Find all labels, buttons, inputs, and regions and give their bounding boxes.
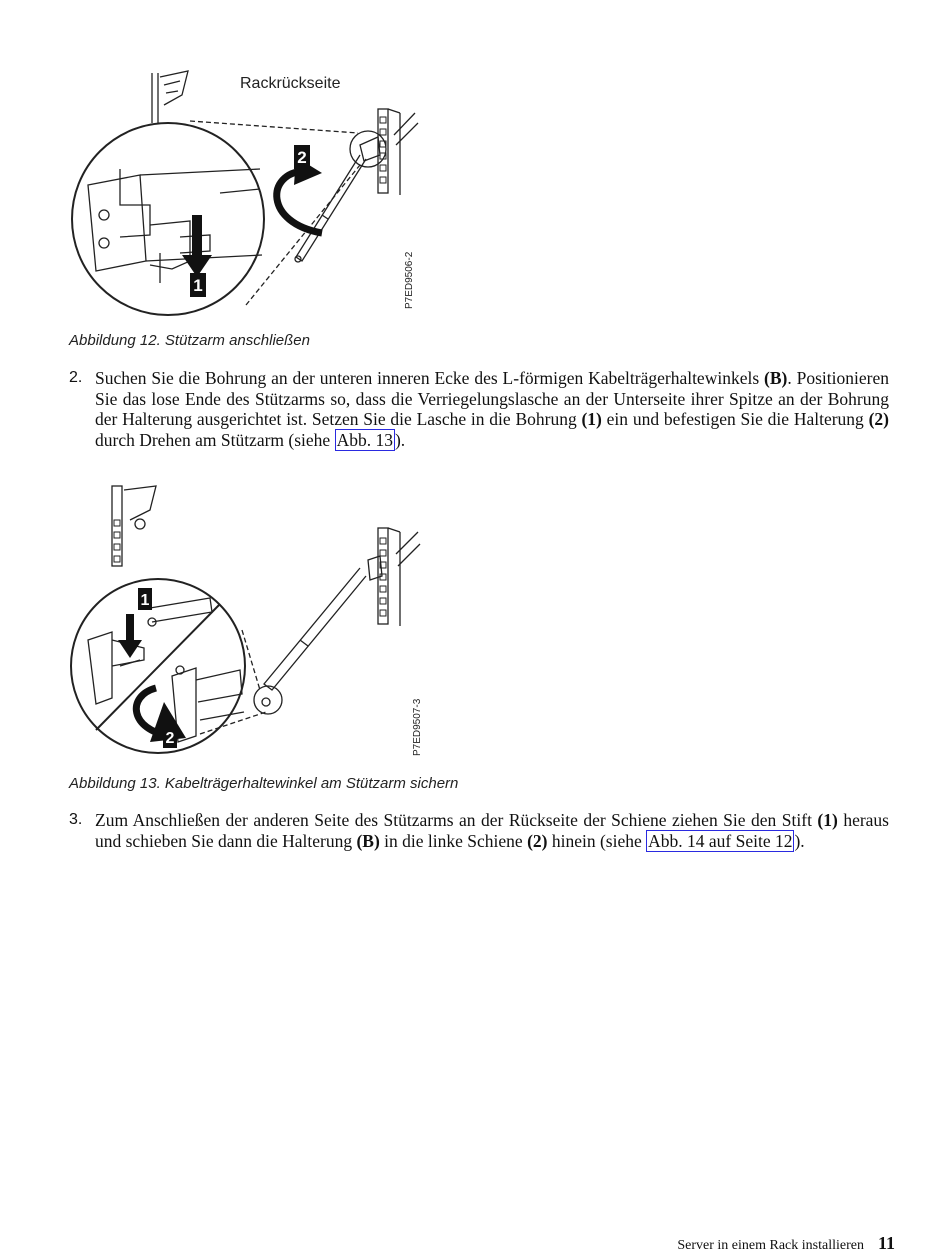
step-2: [69, 368, 889, 450]
figure-12-code: P7ED9506-2: [404, 251, 415, 309]
figure-12-rack-rear-label: Rackrückseite: [240, 75, 341, 92]
page-footer: [677, 1233, 895, 1254]
figure-12-illustration: [60, 65, 440, 325]
figure-13-caption: Abbildung 13. Kabelträgerhaltewinkel am Stützarm sichern: [69, 775, 459, 792]
step-3-text: Zum Anschließen der anderen Seite des Stützarms an der Rückseite der Schiene ziehen Sie den Stift (1) heraus und schieben Sie dann die Halterung (B) in die linke Schiene (2) hinein (siehe Abb. 14 auf Seite 12 ).: [95, 810, 889, 851]
figure-13-callout-1: 1: [140, 592, 150, 609]
figure-12-caption: Abbildung 12. Stützarm anschließen: [69, 332, 310, 349]
step-2-text: Suchen Sie die Bohrung an der unteren inneren Ecke des L-förmigen Kabelträgerhaltewinkels (B). Positionieren Sie das lose Ende des Stützarms so, dass die Verriegelungslasche an der Unterseite ihrer Spitze an der Bohrung der Halterung ausgerichtet ist. Setzen Sie die Lasche in die Bohrung (1) ein und befestigen Sie die Halterung (2) durch Drehen am Stützarm (siehe Abb. 13 ).: [95, 368, 889, 450]
figure-13-code: P7ED9507-3: [412, 698, 423, 756]
figure-13-illustration: [60, 480, 440, 765]
step-2-number: 2.: [69, 369, 83, 386]
figure-13-link[interactable]: Abb. 13: [336, 429, 393, 450]
figure-12-callout-1: 1: [193, 276, 203, 295]
footer-title: Server in einem Rack installieren: [677, 1238, 864, 1253]
step-3-number: 3.: [69, 811, 83, 828]
figure-14-link[interactable]: Abb. 14 auf Seite 12: [648, 830, 793, 851]
page-number: 11: [877, 1233, 895, 1253]
figure-12-callout-2: 2: [297, 148, 307, 167]
figure-13-callout-2: 2: [165, 730, 175, 747]
step-3: [69, 810, 889, 851]
